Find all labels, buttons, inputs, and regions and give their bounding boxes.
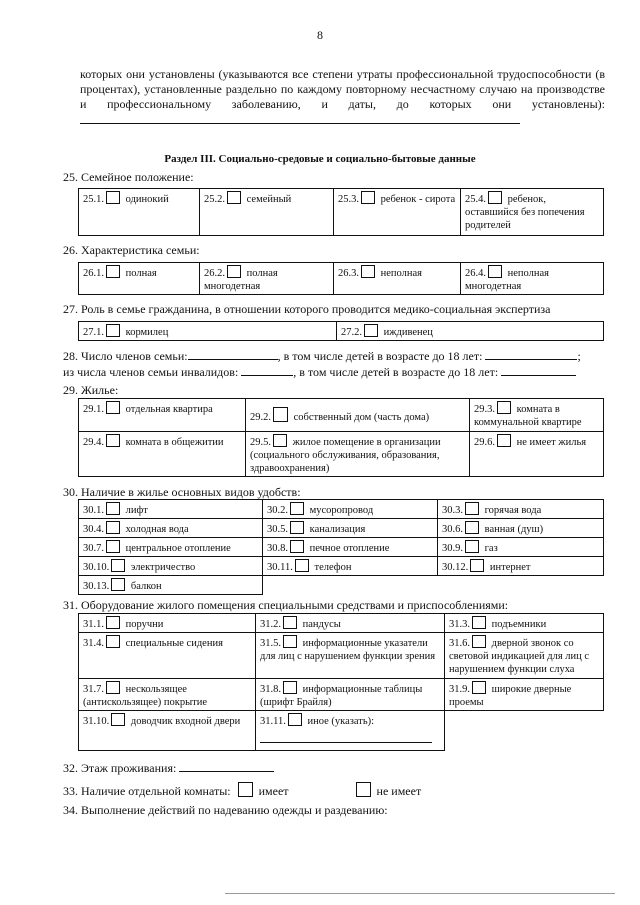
checkbox[interactable] — [111, 713, 125, 726]
checkbox[interactable] — [227, 191, 241, 204]
checkbox[interactable] — [238, 782, 253, 797]
checkbox[interactable] — [106, 521, 120, 534]
checkbox[interactable] — [470, 559, 484, 572]
q31-title: 31. Оборудование жилого помещения специальными средствами и приспособлениями: — [63, 598, 509, 612]
checkbox[interactable] — [497, 401, 511, 414]
checkbox[interactable] — [111, 559, 125, 572]
q26-title: 26. Характеристика семьи: — [63, 243, 200, 257]
checkbox[interactable] — [111, 578, 125, 591]
q30-cell[interactable]: 30.5. канализация — [263, 519, 438, 538]
q31-cell[interactable]: 31.7. нескользящее (антискользящее) покрытие — [79, 679, 256, 711]
checkbox[interactable] — [488, 191, 502, 204]
intro-paragraph — [80, 67, 605, 128]
q31-cell[interactable]: 31.2. пандусы — [256, 614, 445, 633]
checkbox[interactable] — [472, 681, 486, 694]
q29-title: 29. Жилье: — [63, 383, 119, 397]
q26-table — [78, 262, 604, 295]
q30-cell[interactable]: 30.13. балкон — [79, 576, 263, 595]
checkbox[interactable] — [106, 681, 120, 694]
checkbox[interactable] — [361, 265, 375, 278]
q29-cell[interactable]: 29.3. комната в коммунальной квартире — [470, 399, 604, 432]
checkbox[interactable] — [488, 265, 502, 278]
empty-cell — [263, 576, 438, 595]
q31-table — [78, 613, 604, 751]
checkbox[interactable] — [227, 265, 241, 278]
q31-cell[interactable]: 31.9. широкие дверные проемы — [445, 679, 604, 711]
checkbox[interactable] — [106, 434, 120, 447]
q25-cell[interactable]: 25.1. одинокий — [79, 189, 200, 236]
checkbox[interactable] — [465, 521, 479, 534]
q30-title: 30. Наличие в жилье основных видов удобств: — [63, 485, 301, 499]
checkbox[interactable] — [465, 502, 479, 515]
q30-cell[interactable]: 30.11. телефон — [263, 557, 438, 576]
q30-cell[interactable]: 30.8. печное отопление — [263, 538, 438, 557]
checkbox[interactable] — [290, 502, 304, 515]
q25-title: 25. Семейное положение: — [63, 170, 194, 184]
q26-cell[interactable]: 26.3. неполная — [334, 263, 461, 295]
q31-cell[interactable]: 31.4. специальные сидения — [79, 633, 256, 679]
q26-cell[interactable]: 26.4. неполная многодетная — [461, 263, 604, 295]
q29-cell[interactable]: 29.5. жилое помещение в организации (социального обслуживания, образования, здравоохранения) — [246, 432, 470, 477]
checkbox[interactable] — [106, 502, 120, 515]
q31-cell[interactable]: 31.8. информационные таблицы (шрифт Брайля) — [256, 679, 445, 711]
checkbox[interactable] — [364, 324, 378, 337]
children-count-field[interactable] — [485, 359, 577, 360]
q30-cell[interactable]: 30.7. центральное отопление — [79, 538, 263, 557]
checkbox[interactable] — [283, 616, 297, 629]
q31-cell[interactable]: 31.6. дверной звонок со световой индикацией для лиц с нарушением функции слуха — [445, 633, 604, 679]
checkbox[interactable] — [273, 434, 287, 447]
q27-table — [78, 321, 604, 341]
q30-cell[interactable]: 30.2. мусоропровод — [263, 500, 438, 519]
q30-cell[interactable]: 30.1. лифт — [79, 500, 263, 519]
q29-cell[interactable]: 29.4. комната в общежитии — [79, 432, 246, 477]
checkbox[interactable] — [106, 265, 120, 278]
checkbox[interactable] — [290, 521, 304, 534]
empty-cell — [438, 576, 604, 595]
checkbox[interactable] — [283, 635, 297, 648]
q29-cell[interactable]: 29.2. собственный дом (часть дома) — [246, 399, 470, 432]
q31-cell[interactable]: 31.5. информационные указатели для лиц с нарушением функции зрения — [256, 633, 445, 679]
q29-table — [78, 398, 604, 477]
q30-cell[interactable]: 30.12. интернет — [438, 557, 604, 576]
checkbox[interactable] — [106, 191, 120, 204]
intro-text: которых они установлены (указываются все степени утраты профессиональной трудоспособности (в процентах), установленные раздельно по каждому повторному несчастному случаю на производстве и профессиональному заболеванию, и даты, до которых они установлены): — [80, 67, 605, 111]
q27-cell[interactable]: 27.1. кормилец — [79, 322, 337, 341]
empty-cell — [445, 711, 604, 751]
q27-cell[interactable]: 27.2. иждивенец — [337, 322, 604, 341]
checkbox[interactable] — [106, 635, 120, 648]
q30-cell[interactable]: 30.9. газ — [438, 538, 604, 557]
checkbox[interactable] — [472, 635, 486, 648]
checkbox[interactable] — [288, 713, 302, 726]
footer-rule — [225, 893, 615, 894]
q26-cell[interactable]: 26.1. полная — [79, 263, 200, 295]
checkbox[interactable] — [283, 681, 297, 694]
family-members-field[interactable] — [188, 359, 278, 360]
section-title: Раздел III. Социально-средовые и социально-бытовые данные — [164, 153, 476, 165]
q25-cell[interactable]: 25.2. семейный — [200, 189, 334, 236]
q30-cell[interactable]: 30.4. холодная вода — [79, 519, 263, 538]
disabled-members-field[interactable] — [241, 375, 293, 376]
q31-cell[interactable]: 31.11. иное (указать): — [256, 711, 445, 751]
checkbox[interactable] — [497, 434, 511, 447]
other-specify-field[interactable] — [260, 730, 432, 743]
checkbox[interactable] — [472, 616, 486, 629]
checkbox[interactable] — [106, 616, 120, 629]
q32-line: 32. Этаж проживания: — [63, 761, 274, 776]
q30-cell[interactable]: 30.6. ванная (душ) — [438, 519, 604, 538]
q26-cell[interactable]: 26.2. полная многодетная — [200, 263, 334, 295]
checkbox[interactable] — [356, 782, 371, 797]
checkbox[interactable] — [273, 407, 288, 422]
checkbox[interactable] — [106, 401, 120, 414]
floor-field[interactable] — [179, 771, 274, 772]
q29-cell[interactable]: 29.6. не имеет жилья — [470, 432, 604, 477]
q33-line: 33. Наличие отдельной комнаты: имеет не имеет — [63, 784, 422, 798]
checkbox[interactable] — [106, 540, 120, 553]
checkbox[interactable] — [290, 540, 304, 553]
q30-table — [78, 499, 604, 595]
disabled-children-field[interactable] — [501, 375, 576, 376]
q31-cell[interactable]: 31.3. подъемники — [445, 614, 604, 633]
q30-cell[interactable]: 30.3. горячая вода — [438, 500, 604, 519]
intro-fill-line[interactable] — [80, 112, 520, 124]
checkbox[interactable] — [465, 540, 479, 553]
q28-line1: 28. Число членов семьи: , в том числе детей в возрасте до 18 лет: ; — [63, 349, 581, 363]
q25-table — [78, 188, 604, 236]
q34-title: 34. Выполнение действий по надеванию одежды и раздеванию: — [63, 803, 388, 817]
q30-cell[interactable]: 30.10. электричество — [79, 557, 263, 576]
checkbox[interactable] — [106, 324, 120, 337]
q29-cell[interactable]: 29.1. отдельная квартира — [79, 399, 246, 432]
q25-cell[interactable]: 25.3. ребенок - сирота — [334, 189, 461, 236]
q25-cell[interactable]: 25.4. ребенок, оставшийся без попечения родителей — [461, 189, 604, 236]
q28-line2: из числа членов семьи инвалидов: , в том числе детей в возрасте до 18 лет: — [63, 365, 608, 380]
checkbox[interactable] — [295, 559, 309, 572]
page-number: 8 — [317, 28, 323, 42]
q27-title: 27. Роль в семье гражданина, в отношении которого проводится медико-социальная экспертиза — [63, 302, 551, 316]
checkbox[interactable] — [361, 191, 375, 204]
q31-cell[interactable]: 31.10. доводчик входной двери — [79, 711, 256, 751]
q31-cell[interactable]: 31.1. поручни — [79, 614, 256, 633]
